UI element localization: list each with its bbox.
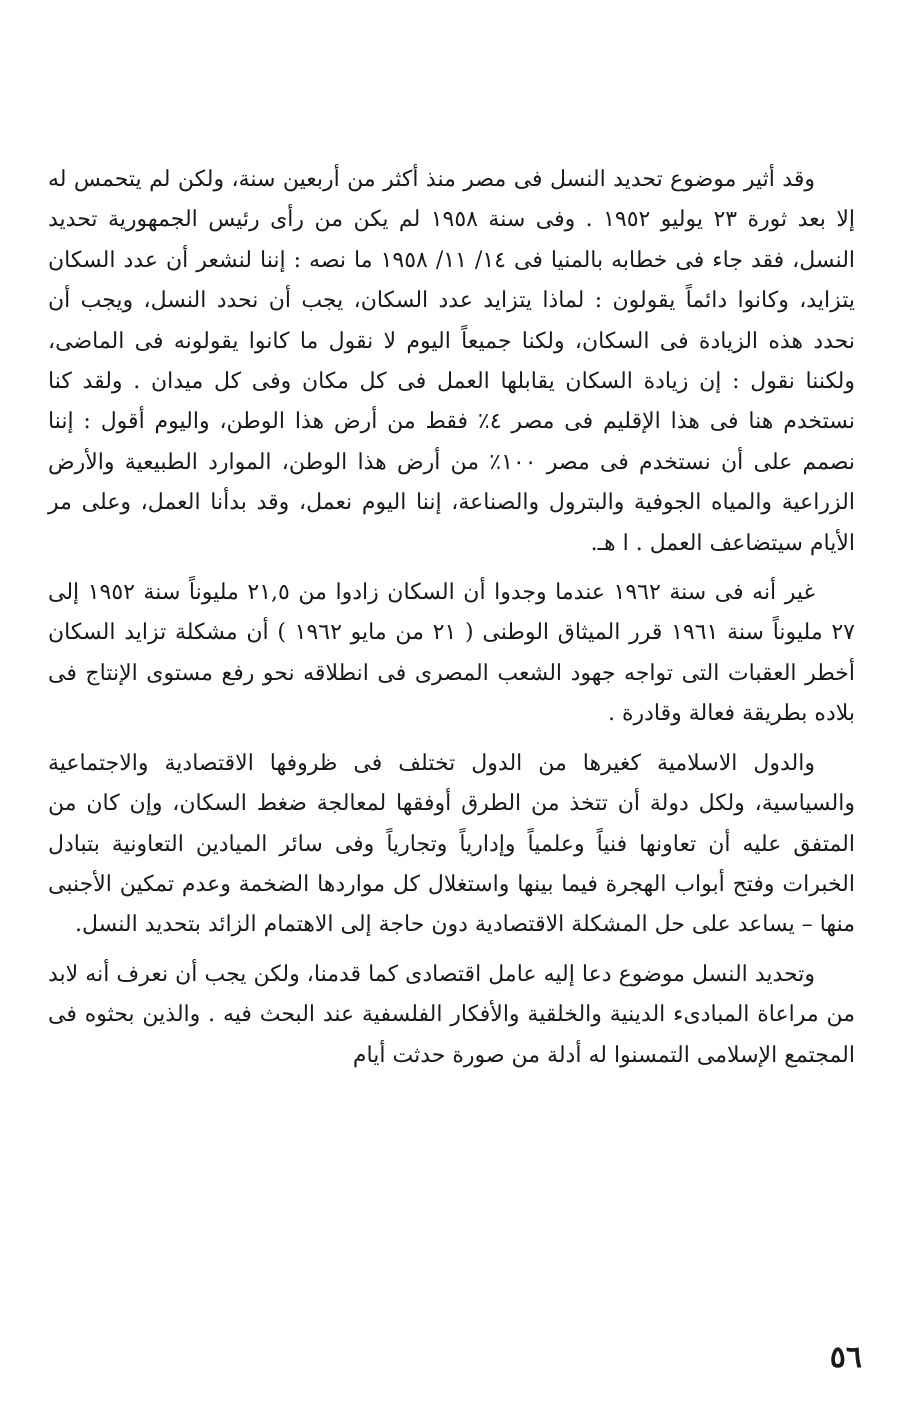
paragraph-4: وتحديد النسل موضوع دعا إليه عامل اقتصادى كما قدمنا، ولكن يجب أن نعرف أنه لابد من مراعاة المبادىء الدينية والخلقية والأفكار الفلسفية عند البحث فيه . والذين بحثوه فى المجتمع الإسلامى التمسنوا له أدلة من صورة حدثت أيام xyxy=(48,961,855,1068)
paragraph-3: والدول الاسلامية كغيرها من الدول تختلف فى ظروفها الاقتصادية والاجتماعية والسياسية، ولكل دولة أن تتخذ من الطرق أوفقها لمعالجة ضغط السكان، وإن كان من المتفق عليه أن تعاونها فنياً وعلمياً وإدارياً وتجارياً وفى سائر الميادين التعاونية بتبادل الخبرات وفتح أبواب الهجرة فيما بينها واستغلال كل مواردها الضخمة وعدم تمكين الأجنبى منها – يساعد على حل المشكلة الاقتصادية دون حاجة إلى الاهتمام الزائد بتحديد النسل. xyxy=(48,750,855,938)
paragraph-1: وقد أثير موضوع تحديد النسل فى مصر منذ أكثر من أربعين سنة، ولكن لم يتحمس له إلا بعد ثورة ٢٣ يوليو ١٩٥٢ . وفى سنة ١٩٥٨ لم يكن من رأى رئيس الجمهورية تحديد النسل، فقد جاء فى خطابه بالمنيا فى ١٤/ ١١/ ١٩٥٨ ما نصه : إننا لنشعر أن عدد السكان يتزايد، وكانوا دائماً يقولون : لماذا يتزايد عدد السكان، يجب أن نحدد النسل، ويجب أن نحدد هذه الزيادة فى السكان، ولكنا جميعاً اليوم لا نقول ما كانوا يقولونه فى الماضى، ولكننا نقول : إن زيادة السكان يقابلها العمل فى كل مكان وفى كل ميدان . ولقد كنا نستخدم هنا فى هذا الإقليم فى مصر ٤٪ فقط من أرض هذا الوطن، واليوم أقول : إننا نصمم على أن نستخدم فى مصر ١٠٠٪ من أرض هذا الوطن، الموارد الطبيعية والأرض الزراعية والمياه الجوفية والبترول والصناعة، إننا اليوم نعمل، وقد بدأنا العمل، وعلى مر الأيام سيتضاعف العمل . ا هـ. xyxy=(48,167,856,556)
paragraph-2: غير أنه فى سنة ١٩٦٢ عندما وجدوا أن السكان زادوا من ٢١,٥ مليوناً سنة ١٩٥٢ إلى ٢٧ مليوناً سنة ١٩٦١ قرر الميثاق الوطنى ( ٢١ من مايو ١٩٦٢ ) أن مشكلة تزايد السكان أخطر العقبات التى تواجه جهود الشعب المصرى فى انطلاقه نحو رفع مستوى الإنتاج فى بلاده بطريقة فعالة وقادرة . xyxy=(48,580,855,727)
body-text xyxy=(48,160,855,1085)
page-number: ٥٦ xyxy=(829,1340,862,1375)
